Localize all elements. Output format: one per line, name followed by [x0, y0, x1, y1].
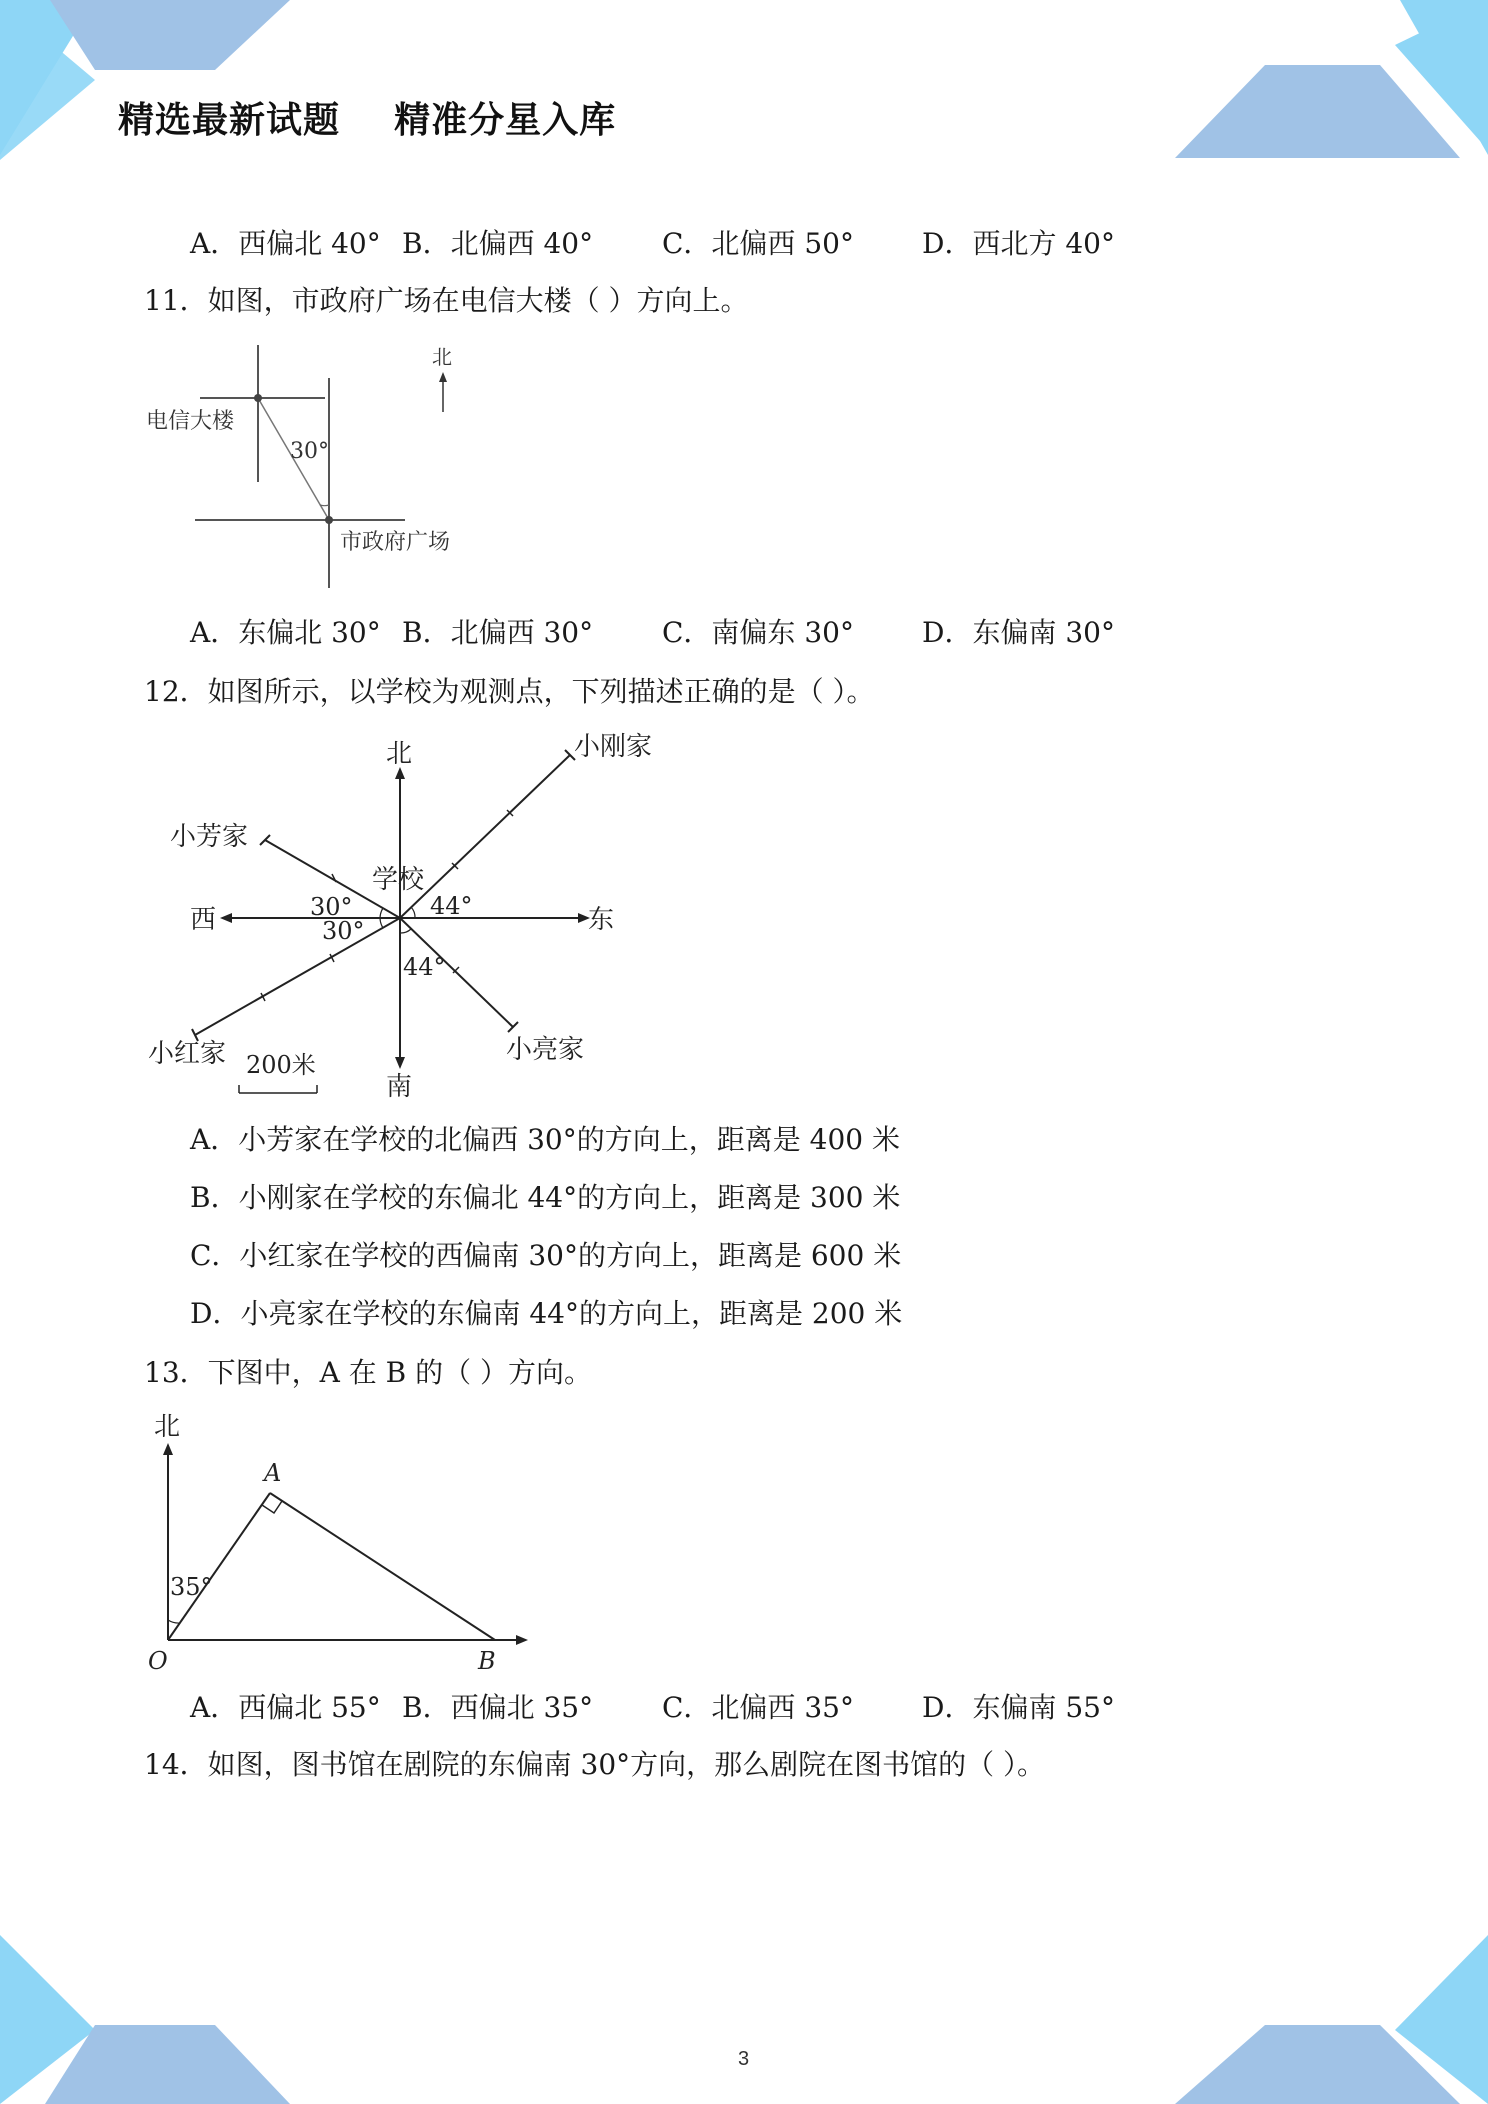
q13-point-a-label: A: [264, 1459, 282, 1487]
q11-plaza-point: [325, 516, 333, 524]
q13-option-a: A．西偏北 55°: [190, 1691, 381, 1724]
header-title: 精选最新试题 精准分星入库: [118, 100, 617, 141]
q13-ab-line: [270, 1493, 495, 1640]
q12-figure: [140, 725, 680, 1105]
q12-angle-44b-label: 44°: [403, 953, 446, 981]
q13-north-arrowhead: [163, 1443, 173, 1455]
page-number: 3: [738, 2048, 750, 2070]
q11-north-label: 北: [432, 345, 452, 369]
q13-option-b: B．西偏北 35°: [402, 1691, 594, 1724]
q13-right-angle-mark: [262, 1501, 282, 1513]
q12-west-label: 西: [190, 905, 217, 935]
q10-option-c: C．北偏西 50°: [662, 227, 854, 260]
q11-building-label: 电信大楼: [146, 409, 235, 434]
q12-south-label: 南: [386, 1072, 413, 1102]
q12-angle-44a-label: 44°: [430, 892, 473, 920]
q12-option-d: D．小亮家在学校的东偏南 44°的方向上，距离是 200 米: [190, 1297, 903, 1330]
q10-option-a: A．西偏北 40°: [190, 227, 381, 260]
q12-school-label: 学校: [372, 865, 425, 895]
q13-angle-label: 35°: [170, 1573, 213, 1601]
q12-ray-xiaohong: [195, 918, 400, 1035]
q11-angle-label: 30°: [290, 439, 329, 464]
q10-option-b: B．北偏西 40°: [402, 227, 594, 260]
q13-stem: 13．下图中，A 在 B 的（ ）方向。: [144, 1356, 593, 1389]
q11-option-b: B．北偏西 30°: [402, 616, 594, 649]
q12-arc-30b: [380, 918, 383, 928]
q13-point-o-label: O: [148, 1647, 168, 1675]
q13-option-d: D．东偏南 55°: [922, 1691, 1115, 1724]
q11-angle-arc: [320, 505, 329, 506]
q11-option-c: C．南偏东 30°: [662, 616, 854, 649]
q12-xiaofang-label: 小芳家: [170, 822, 249, 852]
deco-top-right-trapezoid: [1175, 65, 1460, 158]
q12-east-label: 东: [588, 905, 615, 935]
q12-option-b: B．小刚家在学校的东偏北 44°的方向上，距离是 300 米: [190, 1181, 901, 1214]
q12-arc-44b: [400, 929, 411, 933]
q12-angle-30b-label: 30°: [322, 917, 365, 945]
q13-angle-arc: [168, 1620, 180, 1623]
q12-west-arrowhead: [220, 913, 232, 923]
q12-option-c: C．小红家在学校的西偏南 30°的方向上，距离是 600 米: [190, 1239, 902, 1272]
q12-angle-30a-label: 30°: [310, 893, 353, 921]
q13-east-arrowhead: [516, 1635, 528, 1645]
q11-figure: [140, 340, 480, 592]
q12-option-a: A．小芳家在学校的北偏西 30°的方向上，距离是 400 米: [190, 1123, 900, 1156]
q11-stem: 11．如图，市政府广场在电信大楼（ ）方向上。: [144, 284, 749, 317]
q10-option-d: D．西北方 40°: [922, 227, 1115, 260]
q11-building-point: [254, 394, 262, 402]
deco-top-left-trapezoid: [50, 0, 290, 70]
q11-option-a: A．东偏北 30°: [190, 616, 381, 649]
q12-xiaoliang-label: 小亮家: [506, 1035, 585, 1065]
q14-stem: 14．如图，图书馆在剧院的东偏南 30°方向，那么剧院在图书馆的（ ）。: [144, 1748, 1046, 1781]
q11-north-arrowhead: [439, 372, 447, 382]
q12-tick-xiaofang-end: [260, 835, 270, 845]
q13-oa-line: [168, 1493, 270, 1640]
q13-figure: [140, 1405, 540, 1675]
q11-plaza-label: 市政府广场: [340, 530, 451, 555]
q13-option-c: C．北偏西 35°: [662, 1691, 854, 1724]
q12-north-label: 北: [386, 739, 413, 769]
q12-xiaogang-label: 小刚家: [574, 732, 653, 762]
q12-scale-label: 200米: [246, 1051, 316, 1079]
q12-xiaohong-label: 小红家: [148, 1039, 227, 1069]
q12-ray-xiaogang: [400, 755, 570, 918]
q12-arc-44a: [411, 907, 415, 918]
q12-south-arrowhead: [395, 1057, 405, 1069]
q13-north-label: 北: [154, 1412, 181, 1442]
q12-stem: 12．如图所示，以学校为观测点，下列描述正确的是（ ）。: [144, 675, 875, 708]
q11-option-d: D．东偏南 30°: [922, 616, 1115, 649]
q12-arc-30a: [380, 908, 383, 918]
q13-point-b-label: B: [478, 1647, 496, 1675]
